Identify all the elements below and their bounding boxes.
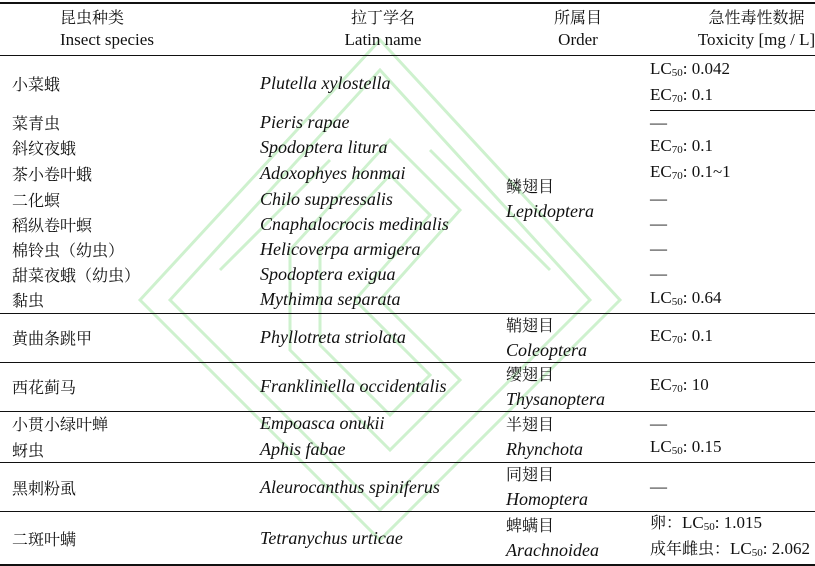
toxicity-value: $EC_{70}$: 0.1~1 [650, 161, 731, 182]
species-cn: 二斑叶螨 [0, 512, 260, 566]
species-cn: 二化螟 [12, 190, 61, 210]
species-cn: 黑刺粉虱 [0, 463, 260, 512]
table-row [0, 262, 815, 287]
table-row [0, 362, 815, 411]
table-row [0, 55, 815, 111]
table-header-row [0, 3, 815, 55]
species-cn: 甜菜夜蛾（幼虫） [12, 265, 141, 285]
species-cn: 小菜蛾 [12, 74, 61, 94]
latin-name: Plutella xylostella [260, 72, 391, 93]
toxicity-value: $LC_{50}$: 0.042 $EC_{70}$: 0.1 [650, 55, 815, 111]
table-row [0, 161, 815, 187]
toxicity-value: — [650, 463, 815, 512]
table-row [0, 436, 815, 463]
latin-name: Chilo suppressalis [260, 188, 393, 209]
toxicity-value: — [650, 112, 667, 132]
order-coleoptera: 鞘翅目 Coleoptera [506, 313, 650, 362]
table-row [0, 212, 815, 237]
latin-name: Pieris rapae [260, 112, 350, 132]
species-cn: 茶小卷叶蛾 [12, 165, 93, 184]
latin-name: Spodoptera litura [260, 137, 388, 157]
latin-name: Aphis fabae [260, 438, 346, 459]
toxicity-value: $LC_{50}$: 0.15 [650, 437, 722, 457]
latin-name: Adoxophyes honmai [260, 163, 406, 183]
species-cn: 菜青虫 [12, 114, 61, 133]
species-cn: 蚜虫 [12, 440, 45, 460]
table-row [0, 237, 815, 262]
species-cn: 稻纵卷叶螟 [12, 215, 93, 235]
latin-name: Aleurocanthus spiniferus [260, 463, 506, 512]
latin-name: Empoasca onukii [260, 411, 506, 436]
table-row [0, 187, 815, 212]
toxicity-value: — [650, 214, 667, 233]
latin-name: Frankliniella occidentalis [260, 362, 506, 411]
table-row [0, 512, 815, 566]
header-order: 所属目 Order [506, 3, 650, 55]
toxicity-value: $LC_{50}$: 0.64 [650, 287, 722, 308]
order-thysanoptera: 缨翅目 Thysanoptera [506, 362, 650, 411]
toxicity-value: $EC_{70}$: 0.1 [650, 135, 713, 156]
table-row [0, 287, 815, 313]
species-cn: 西花蓟马 [0, 362, 260, 411]
species-cn: 黄曲条跳甲 [0, 313, 260, 362]
latin-name: Cnaphalocrocis medinalis [260, 213, 449, 234]
table-row [0, 313, 815, 362]
toxicity-value: — [650, 411, 815, 436]
order-rhynchota: 半翅目 Rhynchota [506, 411, 650, 463]
order-homoptera: 同翅目 Homoptera [506, 463, 650, 512]
latin-name: Mythimna separata [260, 289, 401, 309]
species-cn: 斜纹夜蛾 [12, 139, 77, 158]
toxicity-value: — [650, 239, 667, 258]
species-cn: 黏虫 [12, 291, 45, 310]
table-row [0, 463, 815, 512]
order-lepidoptera: 鳞翅目 Lepidoptera [506, 177, 594, 221]
species-cn: 棉铃虫（幼虫） [12, 240, 125, 260]
header-insect-species: 昆虫种类 Insect species [0, 3, 260, 55]
toxicity-value: 卵：$LC_{50}$: 1.015 成年雌虫：$LC_{50}$: 2.062 [650, 512, 815, 566]
toxicity-table [0, 2, 815, 566]
latin-name: Phyllotreta striolata [260, 313, 506, 362]
table-row [0, 111, 815, 135]
table-row [0, 135, 815, 161]
order-arachnoidea: 蜱螨目 Arachnoidea [506, 512, 650, 566]
species-cn: 小贯小绿叶蝉 [0, 411, 260, 436]
latin-name: Spodoptera exigua [260, 263, 396, 284]
toxicity-value: — [650, 264, 667, 283]
toxicity-value: — [650, 189, 667, 208]
toxicity-value: $EC_{70}$: 10 [650, 362, 815, 411]
latin-name: Tetranychus urticae [260, 512, 506, 566]
toxicity-value: $EC_{70}$: 0.1 [650, 313, 815, 362]
header-latin-name: 拉丁学名 Latin name [260, 3, 506, 55]
latin-name: Helicoverpa armigera [260, 238, 421, 259]
header-toxicity: 急性毒性数据 Toxicity [mg / L] [650, 3, 815, 55]
table-row [0, 411, 815, 436]
